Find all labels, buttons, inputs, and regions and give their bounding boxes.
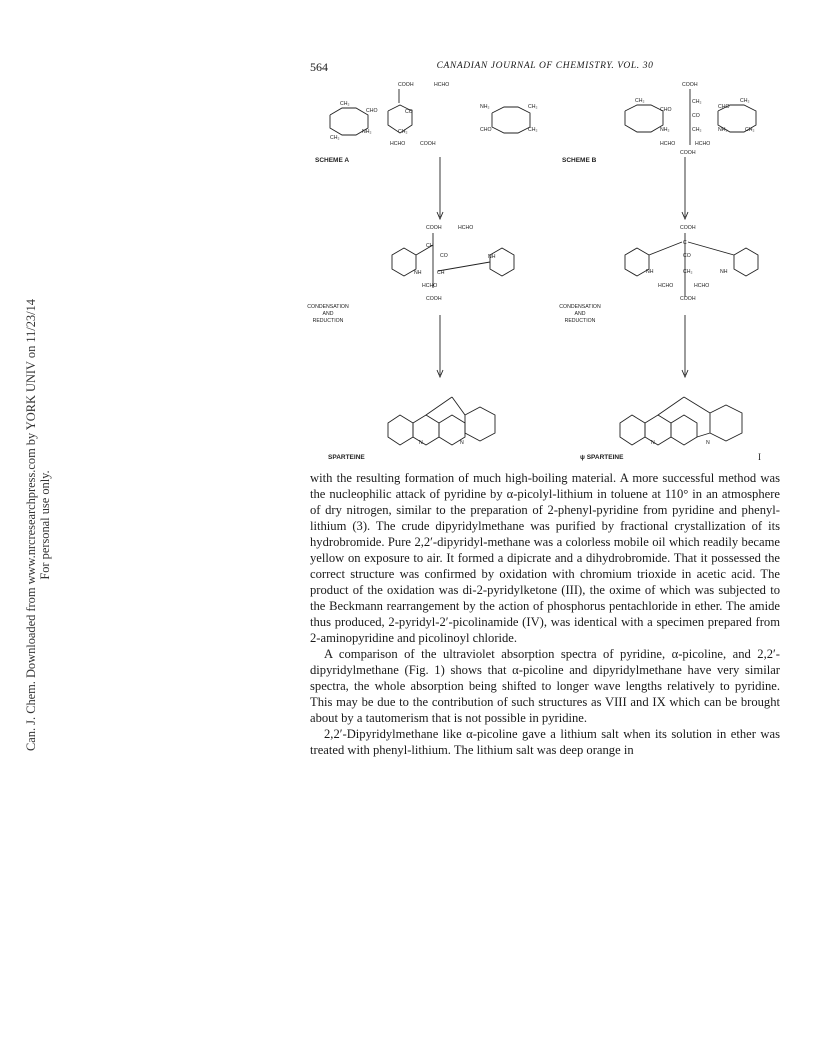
download-notice-text — [24, 299, 52, 751]
chem-label: CH₂ — [692, 99, 702, 105]
chem-label: HCHO — [660, 141, 676, 147]
chem-label: COOH — [680, 225, 696, 231]
chem-label: HCHO — [390, 141, 406, 147]
psi-sparteine-bond — [697, 433, 710, 437]
chem-label: NH — [646, 269, 654, 275]
psi-sparteine-ring-4 — [710, 405, 742, 441]
sparteine-label: SPARTEINE — [328, 454, 365, 461]
chem-label: NH — [720, 269, 728, 275]
chem-label: CO — [405, 109, 413, 115]
chem-label: COOH — [398, 82, 414, 88]
chem-label: COOH — [426, 296, 442, 302]
chem-label: CO — [440, 253, 448, 259]
chem-label: NH₂ — [362, 129, 372, 135]
chem-label: COOH — [680, 150, 696, 156]
chem-label: CH₂ — [692, 127, 702, 133]
chem-label: CH — [426, 243, 434, 249]
chem-label: CH — [437, 270, 445, 276]
intermediate-a-ring-2 — [490, 248, 514, 276]
intermediate-b-bond-1 — [649, 242, 682, 255]
chem-label: CH₂ — [528, 104, 538, 110]
chem-label: CH₂ — [528, 127, 538, 133]
intermediate-b-ring-2 — [734, 248, 758, 276]
intermediate-a-ring-1 — [392, 248, 416, 276]
chem-label: CHO — [366, 108, 378, 114]
chem-label: CH₂ — [635, 98, 645, 104]
chem-label: NH₂ — [480, 104, 490, 110]
reaction-scheme-svg — [300, 75, 790, 470]
chem-label: CH₂ — [330, 135, 340, 141]
chem-label: CH₂ — [683, 269, 693, 275]
sparteine-bridge-2 — [452, 397, 465, 415]
chem-label: HCHO — [694, 283, 710, 289]
condensation-label-b-line2: AND — [574, 311, 586, 317]
page-number: 564 — [310, 60, 328, 74]
paragraph: with the resulting formation of much high-boiling material. A more successful method was the nucleophilic attack of pyridine by α-picolyl-lithium in toluene at 110° in an atmosphere of dry nitrogen, similar to the preparation of 2-phenyl-pyridine from pyridine and phenyl-lithium (3). The crude dipyridylmethane was purified by fractional crystallization of its hydrobromide. Pure 2,2′-dipyridyl-methane was a colorless mobile oil which readily became yellow on exposure to air. It formed a dipicrate and a dihydrobromide. That it possessed the correct structure was confirmed by oxidation with chromium trioxide in acetic acid. The product of the oxidation was di-2-pyridylketone (III), the oxime of which was subjected to the Beckmann rearrangement by the action of phosphorus pentachloride in ether. The amide thus produced, 2-pyridyl-2′-picolinamide (IV), was identical with a specimen prepared from 2-aminopyridine and picolinoyl chloride. — [310, 471, 780, 645]
sparteine-ring-2 — [413, 415, 439, 445]
sparteine-ring-1 — [388, 415, 413, 445]
chem-label: HCHO — [695, 141, 711, 147]
structure-number: I — [758, 452, 761, 462]
chem-label: N — [651, 440, 655, 446]
chem-label: N — [706, 440, 710, 446]
chem-label: NH — [414, 270, 422, 276]
chem-label: CH₂ — [340, 101, 350, 107]
chem-label: COOH — [420, 141, 436, 147]
condensation-label-b-line3: REDUCTION — [564, 318, 596, 324]
sparteine-bridge-1 — [426, 397, 452, 415]
journal-title: CANADIAN JOURNAL OF CHEMISTRY. VOL. 30 — [436, 61, 654, 71]
scheme-b-label: SCHEME B — [562, 157, 597, 164]
condensation-label-a-line2: AND — [322, 311, 334, 317]
paragraph: A comparison of the ultraviolet absorption spectra of pyridine, α-picoline, and 2,2′-dipyridylmethane (Fig. 1) shows that α-picoline and dipyridylmethane have very similar spectra, the whole absorption being shifted to longer wave lengths relatively to pyridine. This may be due to the contribution of such structures as VIII and IX which can be brought about by a tautomerism that is not possible in pyridine. — [310, 647, 780, 725]
condensation-label-a-line1: CONDENSATION — [307, 304, 349, 310]
chem-label: CHO — [718, 104, 730, 110]
psi-sparteine-ring-3 — [671, 415, 697, 445]
chem-label: HCHO — [658, 283, 674, 289]
chem-label: COOH — [680, 296, 696, 302]
chem-label: CO — [683, 253, 691, 259]
psi-sparteine-bridge-2 — [684, 397, 710, 413]
chem-label: HCHO — [434, 82, 450, 88]
chem-label: CO — [692, 113, 700, 119]
chem-label: CH₂ — [398, 129, 408, 135]
psi-sparteine-label: ψ SPARTEINE — [580, 454, 624, 461]
sparteine-ring-4 — [465, 407, 495, 441]
psi-sparteine-ring-2 — [645, 415, 671, 445]
scheme-a-ring-3 — [492, 107, 530, 133]
chem-label: NH — [488, 254, 496, 260]
scheme-a-label: SCHEME A — [315, 157, 350, 164]
chem-label: NH₂ — [718, 127, 728, 133]
scheme-b-ring-1 — [625, 105, 663, 132]
download-notice-line1: Can. J. Chem. Downloaded from www.nrcresearchpress.com by YORK UNIV on 11/23/14 — [24, 299, 38, 751]
body-text — [310, 470, 780, 758]
paragraph: 2,2′-Dipyridylmethane like α-picoline gave a lithium salt when its solution in ether was treated with phenyl-lithium. The lithium salt was deep orange in — [310, 727, 780, 757]
chem-label: HCHO — [422, 283, 438, 289]
chem-label: NH₂ — [660, 127, 670, 133]
chem-label: CHO — [480, 127, 492, 133]
chem-label: COOH — [682, 82, 698, 88]
chem-label: CH₂ — [745, 127, 755, 133]
psi-sparteine-ring-1 — [620, 415, 645, 445]
download-notice-line2: For personal use only. — [38, 470, 52, 580]
chem-label: N — [460, 440, 464, 446]
condensation-label-a-line3: REDUCTION — [312, 318, 344, 324]
download-notice — [2, 265, 52, 785]
chem-label: N — [419, 440, 423, 446]
chem-label: COOH — [426, 225, 442, 231]
psi-sparteine-bridge-1 — [658, 397, 684, 415]
chem-label: CHO — [660, 107, 672, 113]
chem-label: CH₂ — [740, 98, 750, 104]
chem-label: C — [683, 240, 687, 246]
reaction-scheme-figure — [300, 75, 790, 470]
chem-label: HCHO — [458, 225, 474, 231]
intermediate-a-bond-2 — [438, 262, 490, 271]
condensation-label-b-line1: CONDENSATION — [559, 304, 601, 310]
intermediate-b-bond-2 — [688, 242, 734, 255]
